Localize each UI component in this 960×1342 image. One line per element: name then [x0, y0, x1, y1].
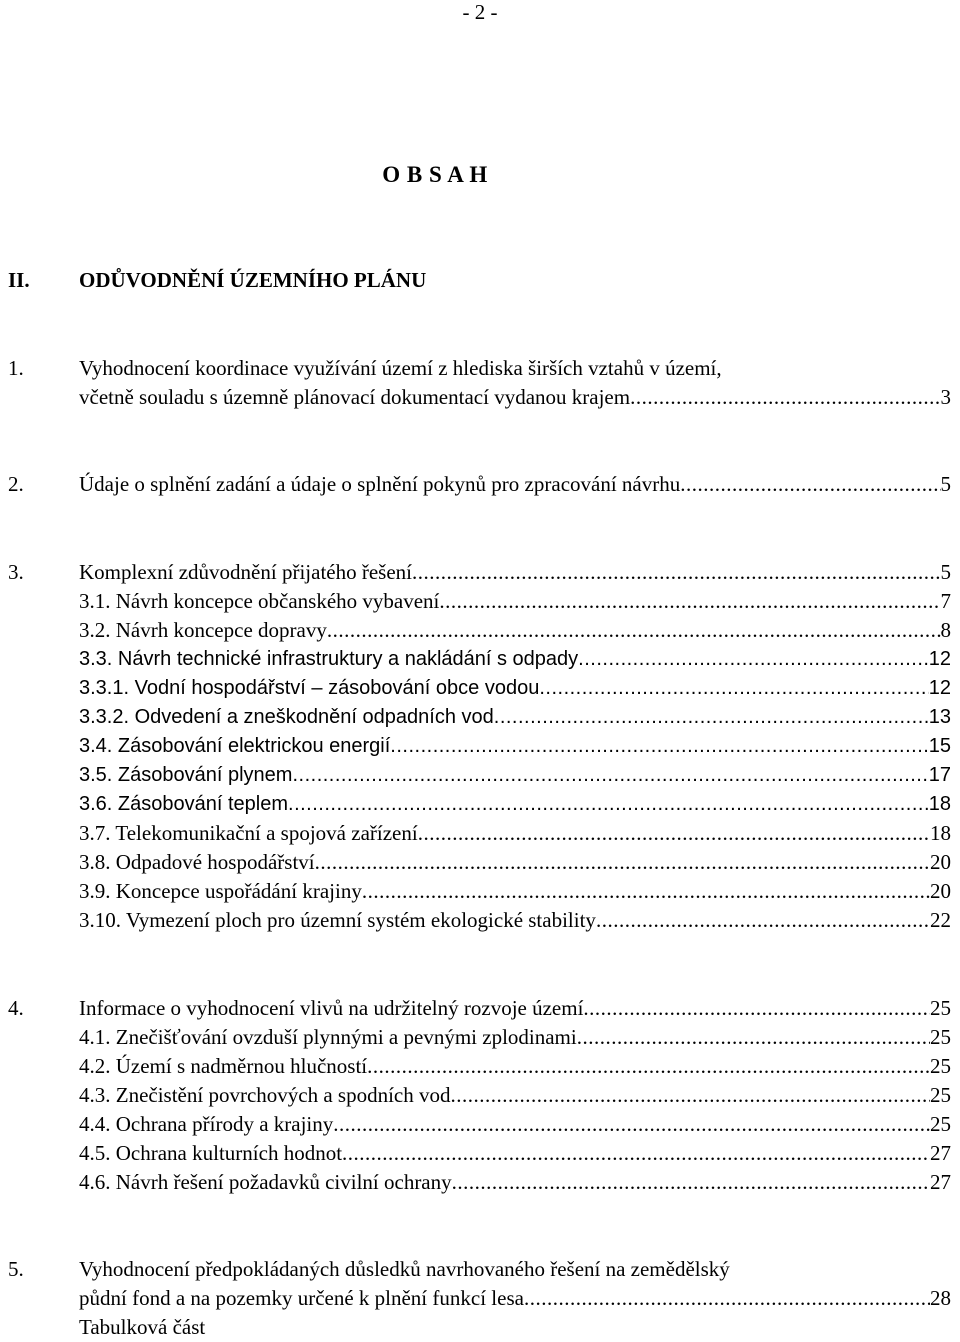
page-ref: 15	[928, 735, 951, 757]
page-ref: 7	[940, 589, 951, 613]
section-4-title: Informace o vyhodnocení vlivů na udržitelný rozvoje území	[79, 996, 584, 1020]
toc-entry-4-5[interactable]	[79, 1139, 951, 1168]
dot-leader	[292, 761, 928, 790]
section-1-number: 1.	[8, 356, 24, 380]
dot-leader	[680, 470, 940, 499]
section-2-title: Údaje o splnění zadání a údaje o splnění pokynů pro zpracování návrhu	[79, 472, 681, 496]
dot-leader	[418, 819, 930, 848]
toc-entry-text: 4.3. Znečistění povrchových a spodních vod	[79, 1083, 451, 1107]
dot-leader	[315, 848, 930, 877]
document-title: O B S A H	[382, 162, 488, 187]
toc-entry-4-4[interactable]	[79, 1110, 951, 1139]
toc-entry-3-2[interactable]	[79, 616, 951, 645]
toc-entry-text: 3.9. Koncepce uspořádání krajiny	[79, 879, 362, 903]
section-5-title-line1: Vyhodnocení předpokládaných důsledků navrhovaného řešení na zemědělský	[79, 1257, 730, 1281]
dot-leader	[367, 1052, 930, 1081]
toc-entry-section-4[interactable]	[79, 994, 951, 1023]
toc-entry-4-2[interactable]	[79, 1052, 951, 1081]
page-ref: 20	[930, 879, 951, 903]
page-ref: 18	[928, 793, 951, 815]
page-ref: 5	[940, 560, 951, 584]
part-number: II.	[8, 268, 30, 292]
toc-entry-text: 3.8. Odpadové hospodářství	[79, 850, 315, 874]
page-ref: 25	[930, 1054, 951, 1078]
toc-entry-3-9[interactable]	[79, 877, 951, 906]
dot-leader	[539, 674, 928, 703]
toc-entry-text: 4.1. Znečišťování ovzduší plynnými a pevnými zplodinami	[79, 1025, 577, 1049]
page-ref: 25	[930, 1025, 951, 1049]
page-ref: 28	[930, 1286, 951, 1310]
section-2-number: 2.	[8, 472, 24, 496]
toc-entry-section-3[interactable]	[79, 558, 951, 587]
toc-entry-text: 4.5. Ochrana kulturních hodnot	[79, 1141, 343, 1165]
page-ref: 17	[928, 764, 951, 786]
toc-entry-3-3-2[interactable]	[79, 703, 951, 732]
section-3-number: 3.	[8, 560, 24, 584]
section-5-title-line3: Tabulková část	[79, 1315, 206, 1339]
toc-entry-text: 3.3.1. Vodní hospodářství – zásobování obce vodou	[79, 677, 540, 699]
toc-entry-text: 4.2. Území s nadměrnou hlučností	[79, 1054, 368, 1078]
page-ref: 12	[928, 648, 951, 670]
dot-leader	[439, 587, 940, 616]
toc-entry-text: 3.2. Návrh koncepce dopravy	[79, 618, 327, 642]
page-ref: 5	[940, 472, 951, 496]
toc-entry-3-3[interactable]	[79, 645, 951, 674]
dot-leader	[333, 1110, 930, 1139]
toc-entry-3-8[interactable]	[79, 848, 951, 877]
dot-leader	[630, 383, 940, 412]
toc-entry-text: 4.6. Návrh řešení požadavků civilní ochrany	[79, 1170, 452, 1194]
toc-entry-4-3[interactable]	[79, 1081, 951, 1110]
page-ref: 25	[930, 1083, 951, 1107]
dot-leader	[342, 1139, 930, 1168]
toc-entry-section-5[interactable]	[79, 1284, 951, 1313]
toc-entry-3-5[interactable]	[79, 761, 951, 790]
section-4-number: 4.	[8, 996, 24, 1020]
page-number: - 2 -	[462, 0, 498, 24]
toc-entry-3-4[interactable]	[79, 732, 951, 761]
dot-leader	[578, 645, 929, 674]
toc-entry-3-1[interactable]	[79, 587, 951, 616]
dot-leader	[452, 1168, 930, 1197]
page-ref: 13	[928, 706, 951, 728]
section-1-title-line1: Vyhodnocení koordinace využívání území z hlediska širších vztahů v území,	[79, 356, 722, 380]
page-ref: 12	[928, 677, 951, 699]
dot-leader	[412, 558, 941, 587]
toc-entry-4-1[interactable]	[79, 1023, 951, 1052]
toc-entry-section-1[interactable]	[79, 383, 951, 412]
page-ref: 18	[930, 821, 951, 845]
toc-entry-3-10[interactable]	[79, 906, 951, 935]
page-ref: 25	[930, 996, 951, 1020]
page-ref: 3	[940, 385, 951, 409]
page-ref: 27	[930, 1141, 951, 1165]
toc-entry-text: 3.3.2. Odvedení a zneškodnění odpadních vod	[79, 706, 494, 728]
dot-leader	[524, 1284, 930, 1313]
dot-leader	[577, 1023, 930, 1052]
part-title: ODŮVODNĚNÍ ÚZEMNÍHO PLÁNU	[79, 268, 427, 292]
page-ref: 8	[940, 618, 951, 642]
section-3-title: Komplexní zdůvodnění přijatého řešení	[79, 560, 412, 584]
dot-leader	[288, 790, 929, 819]
page-ref: 27	[930, 1170, 951, 1194]
dot-leader	[327, 616, 941, 645]
dot-leader	[390, 732, 928, 761]
toc-entry-text: 4.4. Ochrana přírody a krajiny	[79, 1112, 334, 1136]
toc-entry-3-7[interactable]	[79, 819, 951, 848]
section-1-title-line2: včetně souladu s územně plánovací dokumentací vydanou krajem	[79, 385, 631, 409]
section-5-number: 5.	[8, 1257, 24, 1281]
dot-leader	[583, 994, 930, 1023]
dot-leader	[362, 877, 930, 906]
page-ref: 20	[930, 850, 951, 874]
dot-leader	[451, 1081, 931, 1110]
page-ref: 25	[930, 1112, 951, 1136]
toc-entry-4-6[interactable]	[79, 1168, 951, 1197]
toc-entry-text: 3.3. Návrh technické infrastruktury a nakládání s odpady	[79, 648, 579, 670]
toc-entry-text: 3.10. Vymezení ploch pro územní systém ekologické stability	[79, 908, 596, 932]
section-5-title-line2: půdní fond a na pozemky určené k plnění funkcí lesa	[79, 1286, 524, 1310]
toc-entry-text: 3.6. Zásobování teplem	[79, 793, 289, 815]
dot-leader	[494, 703, 929, 732]
toc-entry-3-6[interactable]	[79, 790, 951, 819]
toc-entry-text: 3.1. Návrh koncepce občanského vybavení	[79, 589, 440, 613]
toc-entry-text: 3.4. Zásobování elektrickou energií	[79, 735, 391, 757]
dot-leader	[596, 906, 930, 935]
page-ref: 22	[930, 908, 951, 932]
toc-entry-text: 3.7. Telekomunikační a spojová zařízení	[79, 821, 418, 845]
toc-entry-section-2[interactable]	[79, 470, 951, 499]
toc-entry-text: 3.5. Zásobování plynem	[79, 764, 293, 786]
toc-entry-3-3-1[interactable]	[79, 674, 951, 703]
